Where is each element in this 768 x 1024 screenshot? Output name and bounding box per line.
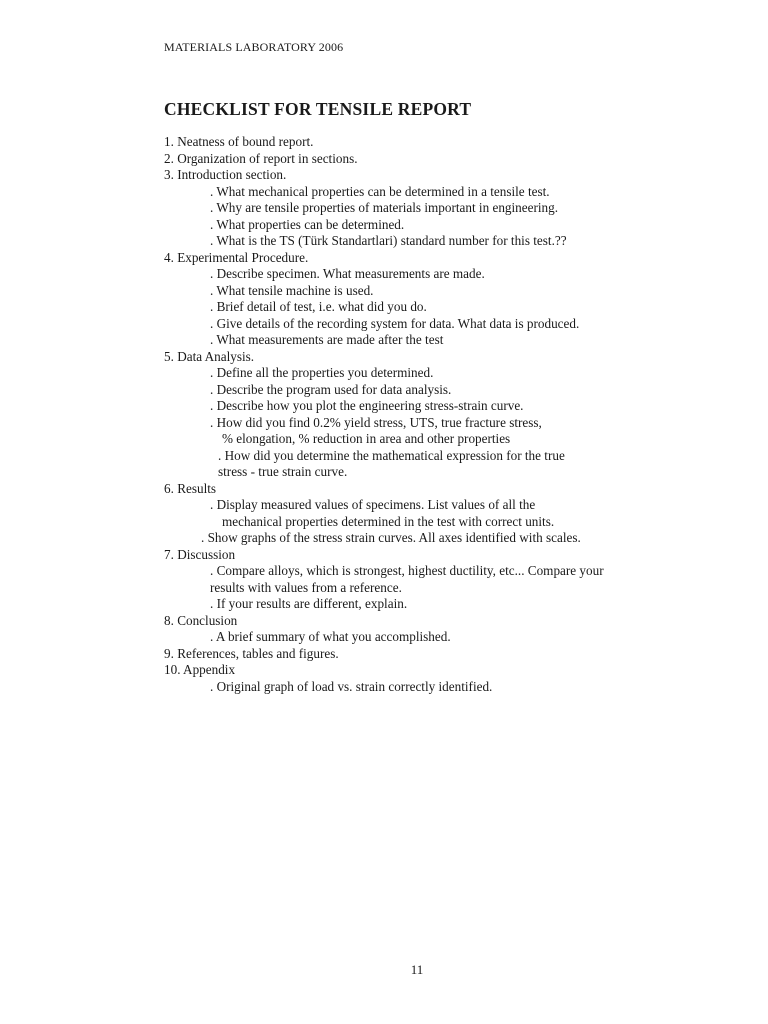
checklist-item: 9. References, tables and figures. (164, 645, 339, 661)
checklist-subitem: . How did you find 0.2% yield stress, UTS, true fracture stress, (210, 414, 542, 430)
checklist-item: 3. Introduction section. (164, 167, 287, 182)
checklist-subitem: stress - true strain curve. (218, 464, 348, 479)
checklist-subitem: . Give details of the recording system for data. What data is produced. (210, 315, 580, 331)
checklist-subitem: . Describe how you plot the engineering stress-strain curve. (210, 398, 524, 413)
checklist-subitem: . Define all the properties you determined. (210, 365, 434, 380)
checklist (0, 134, 768, 695)
checklist-subitem: . What measurements are made after the test (210, 332, 444, 347)
checklist-subitem: mechanical properties determined in the test with correct units. (222, 513, 555, 529)
checklist-subitem: % elongation, % reduction in area and other properties (222, 431, 511, 446)
checklist-subitem: . Describe the program used for data analysis. (210, 381, 452, 397)
checklist-subitem: . If your results are different, explain. (210, 596, 408, 611)
checklist-subitem: . What is the TS (Türk Standartlari) standard number for this test.?? (210, 233, 567, 248)
checklist-item: 1. Neatness of bound report. (164, 134, 314, 149)
checklist-item: 5. Data Analysis. (164, 348, 255, 364)
page-number: 11 (410, 962, 424, 977)
checklist-item: 8. Conclusion (164, 612, 238, 628)
checklist-subitem: . Display measured values of specimens. List values of all the (210, 497, 536, 512)
checklist-item: 10. Appendix (164, 662, 236, 677)
running-header: MATERIALS LABORATORY 2006 (164, 40, 344, 54)
checklist-item: 4. Experimental Procedure. (164, 249, 309, 265)
checklist-subitem: . Describe specimen. What measurements are made. (210, 266, 485, 281)
checklist-subitem: . Why are tensile properties of materials important in engineering. (210, 200, 559, 215)
checklist-subitem: . How did you determine the mathematical expression for the true (218, 447, 565, 463)
checklist-subitem: . What tensile machine is used. (210, 282, 374, 298)
page-title: CHECKLIST FOR TENSILE REPORT (164, 99, 472, 119)
checklist-subitem: . What mechanical properties can be determined in a tensile test. (210, 183, 550, 199)
checklist-subitem: . What properties can be determined. (210, 216, 405, 232)
checklist-item: 7. Discussion (164, 546, 236, 562)
checklist-subitem: results with values from a reference. (210, 579, 402, 595)
checklist-subitem: . Brief detail of test, i.e. what did you do. (210, 299, 427, 314)
checklist-subitem: . Show graphs of the stress strain curves. All axes identified with scales. (201, 530, 581, 545)
checklist-subitem: . Compare alloys, which is strongest, highest ductility, etc... Compare your (210, 563, 604, 578)
checklist-item: 2. Organization of report in sections. (164, 150, 358, 166)
checklist-subitem: . A brief summary of what you accomplished. (210, 629, 451, 644)
checklist-item: 6. Results (164, 480, 217, 496)
checklist-subitem: . Original graph of load vs. strain correctly identified. (210, 678, 493, 694)
